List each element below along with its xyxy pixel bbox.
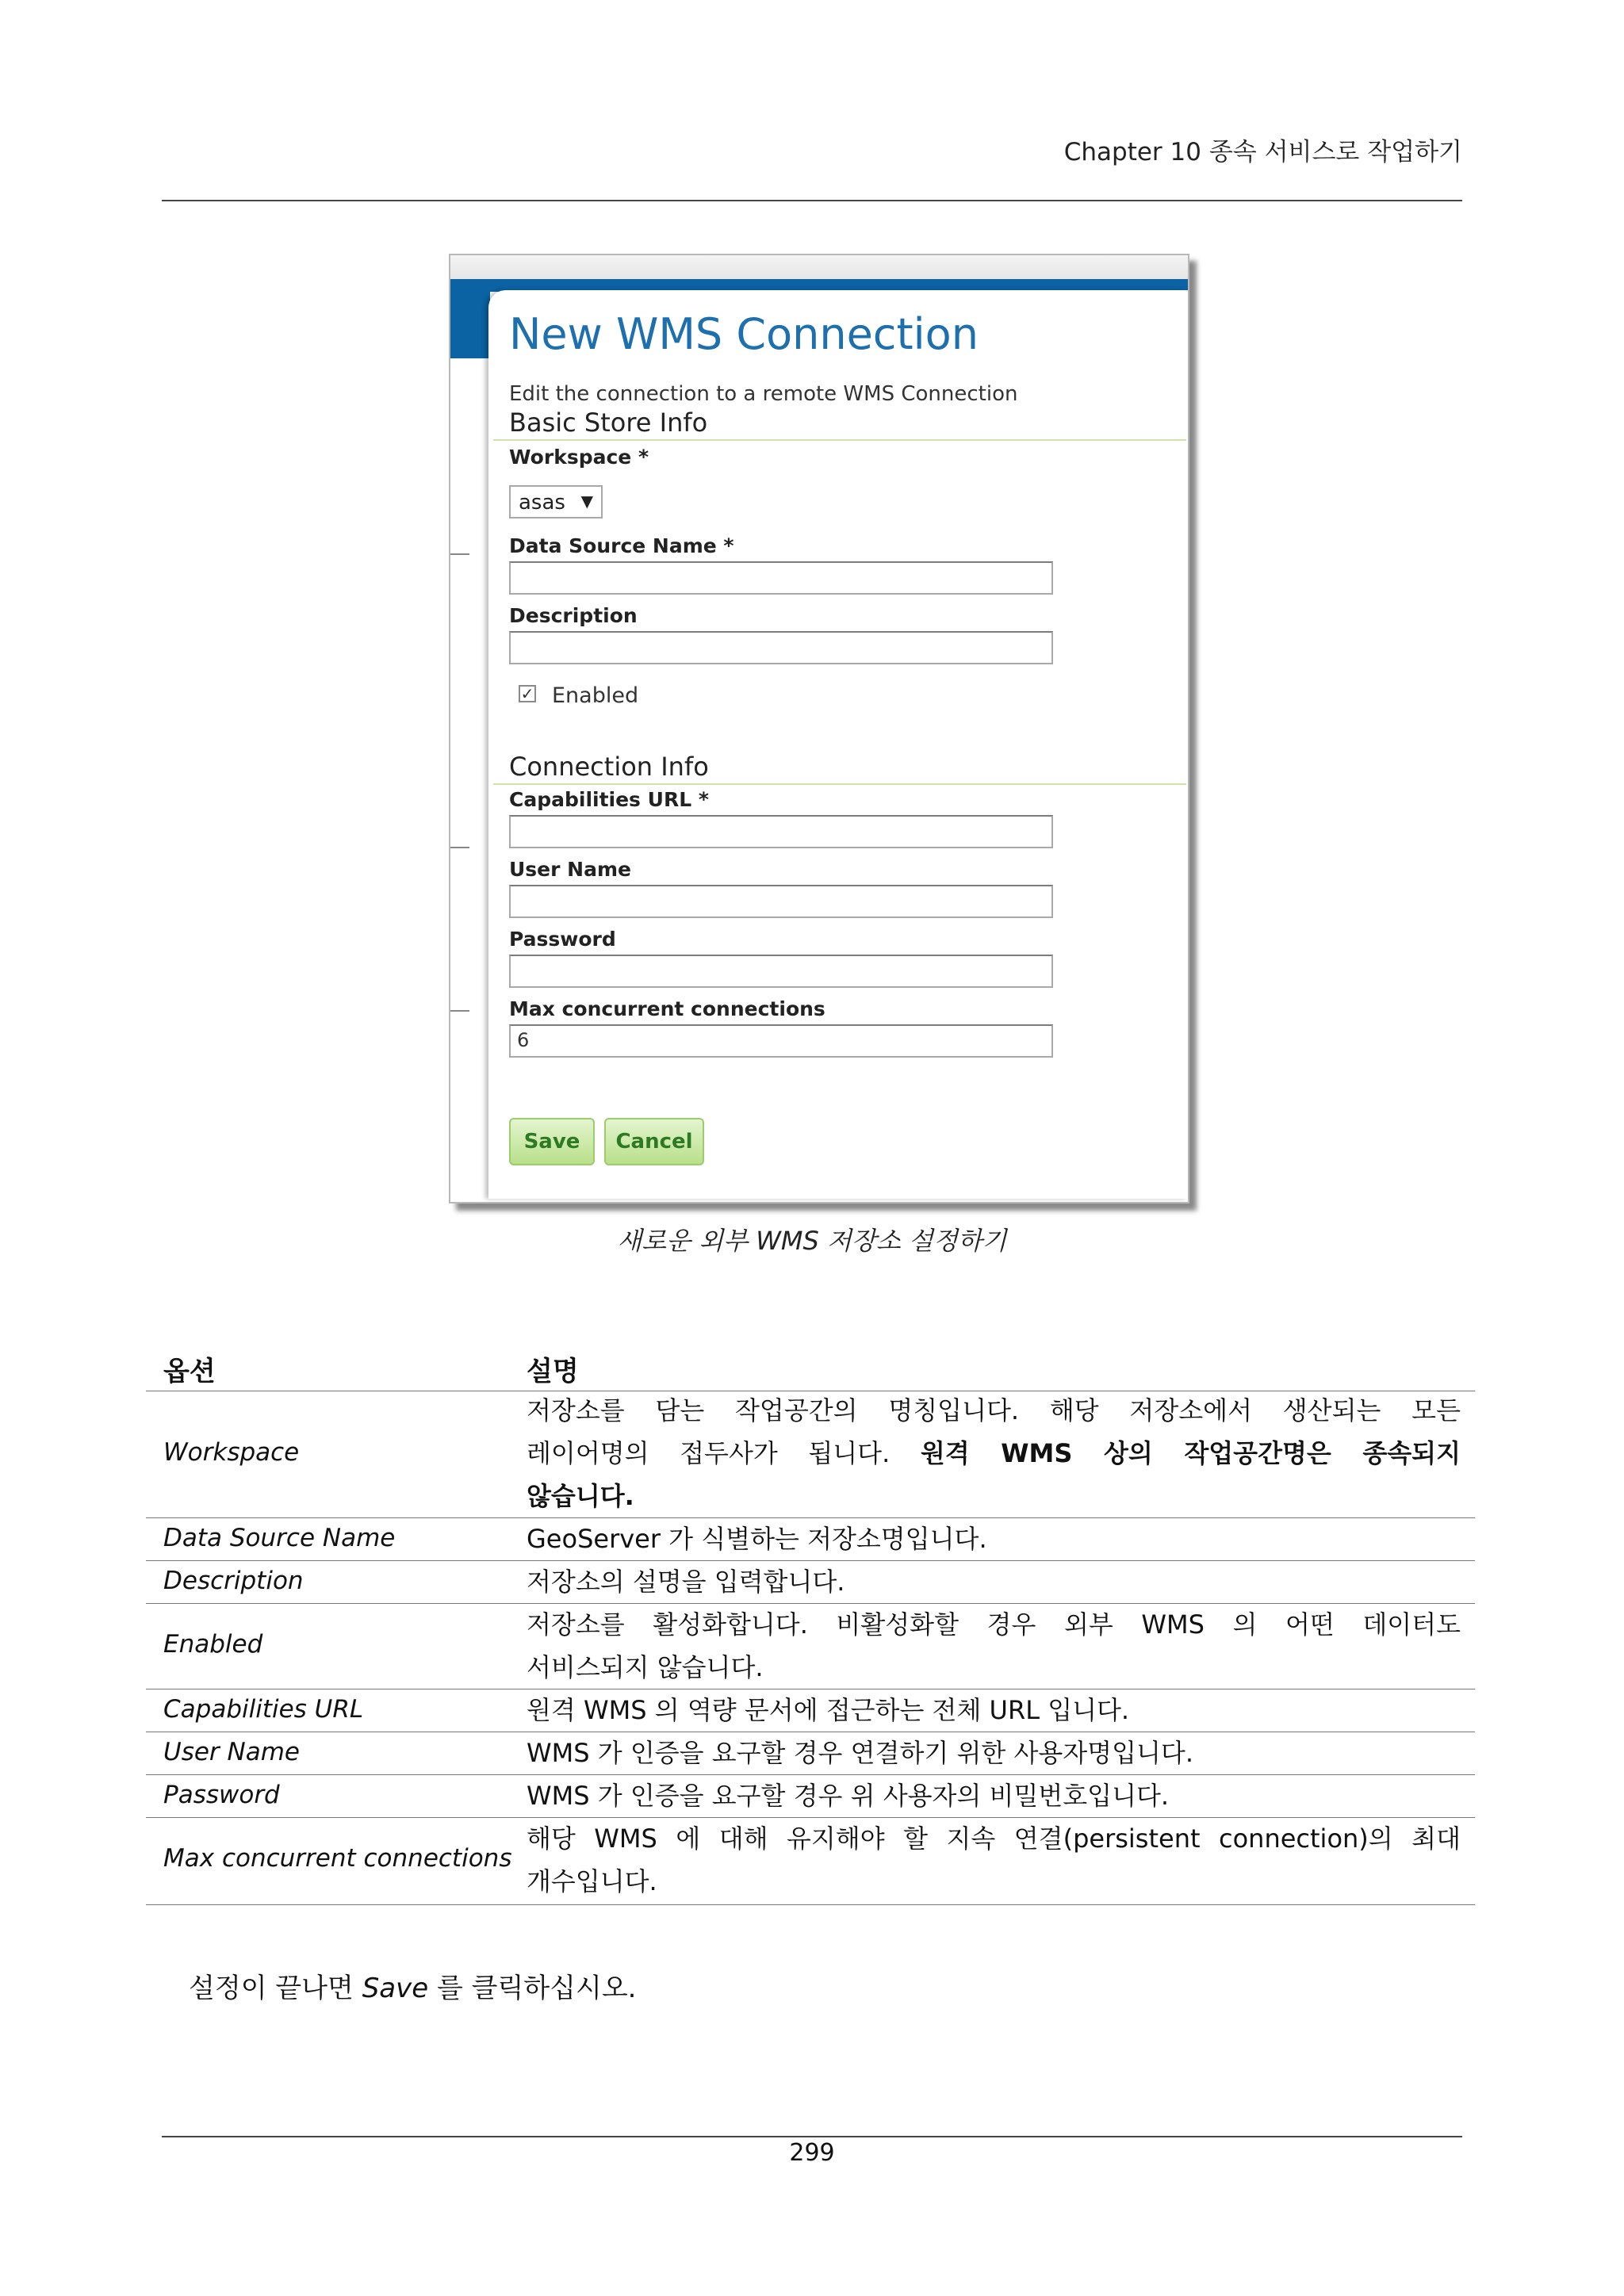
- closing-text: 를 클릭하십시오.: [436, 1973, 637, 2004]
- table-row-key: Max concurrent connections: [163, 1844, 512, 1873]
- description-label: Description: [509, 604, 638, 627]
- margin-tick: [450, 1010, 469, 1012]
- workspace-value: asas: [519, 491, 565, 515]
- figure-caption: 새로운 외부 WMS 저장소 설정하기: [617, 1226, 1007, 1256]
- wms-connection-screenshot: [449, 254, 1189, 1203]
- max-connections-field[interactable]: 6: [509, 1024, 1053, 1058]
- footer-divider: [162, 2136, 1462, 2137]
- check-icon: ✓: [520, 684, 534, 703]
- cancel-button[interactable]: Cancel: [604, 1118, 704, 1165]
- chapter-title: Chapter 10 종속 서비스로 작업하기: [1063, 138, 1462, 166]
- margin-tick: [450, 553, 469, 555]
- connection-info-heading: Connection Info: [509, 752, 709, 782]
- enabled-label: Enabled: [552, 683, 639, 708]
- workspace-select[interactable]: [509, 485, 603, 519]
- description-field[interactable]: [509, 631, 1053, 664]
- data-source-name-label: Data Source Name *: [509, 534, 734, 557]
- basic-store-info-heading: Basic Store Info: [509, 408, 708, 438]
- table-row-key: Enabled: [163, 1630, 263, 1659]
- desc-bold-text: 않습니다.: [527, 1481, 634, 1511]
- table-row-key: Password: [163, 1781, 280, 1809]
- table-row-desc: 저장소를 담는 작업공간의 명칭입니다. 해당 저장소에서 생산되는 모든: [527, 1395, 1461, 1425]
- table-row-desc: WMS 가 인증을 요구할 경우 연결하기 위한 사용자명입니다.: [527, 1738, 1194, 1768]
- save-button[interactable]: Save: [509, 1118, 595, 1165]
- desc-bold-text: 원격 WMS 상의 작업공간명은 종속되지: [920, 1438, 1461, 1468]
- password-field[interactable]: [509, 955, 1053, 988]
- table-rule: [146, 1904, 1475, 1905]
- password-label: Password: [509, 928, 616, 951]
- table-row-key: Data Source Name: [163, 1524, 396, 1552]
- enabled-checkbox[interactable]: [519, 685, 536, 702]
- form-title: New WMS Connection: [509, 309, 979, 359]
- user-name-field[interactable]: [509, 885, 1053, 918]
- capabilities-url-label: Capabilities URL *: [509, 788, 709, 811]
- browser-top-band: [450, 255, 1188, 280]
- table-row-desc: WMS 가 인증을 요구할 경우 위 사용자의 비밀번호입니다.: [527, 1781, 1170, 1811]
- data-source-name-field[interactable]: [509, 561, 1053, 595]
- table-header-description: 설명: [527, 1356, 579, 1387]
- header-divider: [162, 200, 1462, 201]
- table-row-desc: 해당 WMS 에 대해 유지해야 할 지속 연결(persistent connection)의 최대: [527, 1823, 1461, 1854]
- form-subtitle: Edit the connection to a remote WMS Connection: [509, 382, 1018, 406]
- table-row-key: User Name: [163, 1738, 300, 1766]
- table-row-desc: 서비스되지 않습니다.: [527, 1652, 764, 1682]
- table-row-key: Capabilities URL: [163, 1695, 364, 1724]
- table-row-desc: 개수입니다.: [527, 1866, 657, 1896]
- table-row-desc: GeoServer 가 식별하는 저장소명입니다.: [527, 1524, 987, 1554]
- table-row-key: Workspace: [163, 1438, 300, 1467]
- section-rule: [493, 783, 1186, 785]
- table-row-desc: 저장소를 활성화합니다. 비활성화할 경우 외부 WMS 의 어떤 데이터도: [527, 1609, 1461, 1640]
- banner-side: [450, 292, 490, 358]
- capabilities-url-field[interactable]: [509, 815, 1053, 848]
- table-row-desc: 원격 WMS 의 역량 문서에 접근하는 전체 URL 입니다.: [527, 1695, 1130, 1725]
- table-row-desc: [527, 1432, 1461, 1475]
- closing-sentence: [189, 1966, 637, 2005]
- page-number: 299: [789, 2139, 835, 2167]
- table-row-desc: [527, 1475, 1461, 1517]
- table-row-desc: 저장소의 설명을 입력합니다.: [527, 1567, 845, 1597]
- section-rule: [493, 439, 1186, 441]
- dropdown-arrow-icon: ▼: [580, 492, 593, 511]
- desc-text: 레이어명의 접두사가 됩니다.: [527, 1438, 891, 1468]
- max-connections-label: Max concurrent connections: [509, 997, 825, 1020]
- user-name-label: User Name: [509, 858, 631, 881]
- closing-text: 설정이 끝나면: [189, 1973, 354, 2004]
- table-header-option: 옵션: [163, 1356, 216, 1387]
- table-row-key: Description: [163, 1567, 304, 1595]
- workspace-label: Workspace *: [509, 446, 649, 469]
- closing-italic: Save: [362, 1973, 429, 2004]
- margin-tick: [450, 847, 469, 848]
